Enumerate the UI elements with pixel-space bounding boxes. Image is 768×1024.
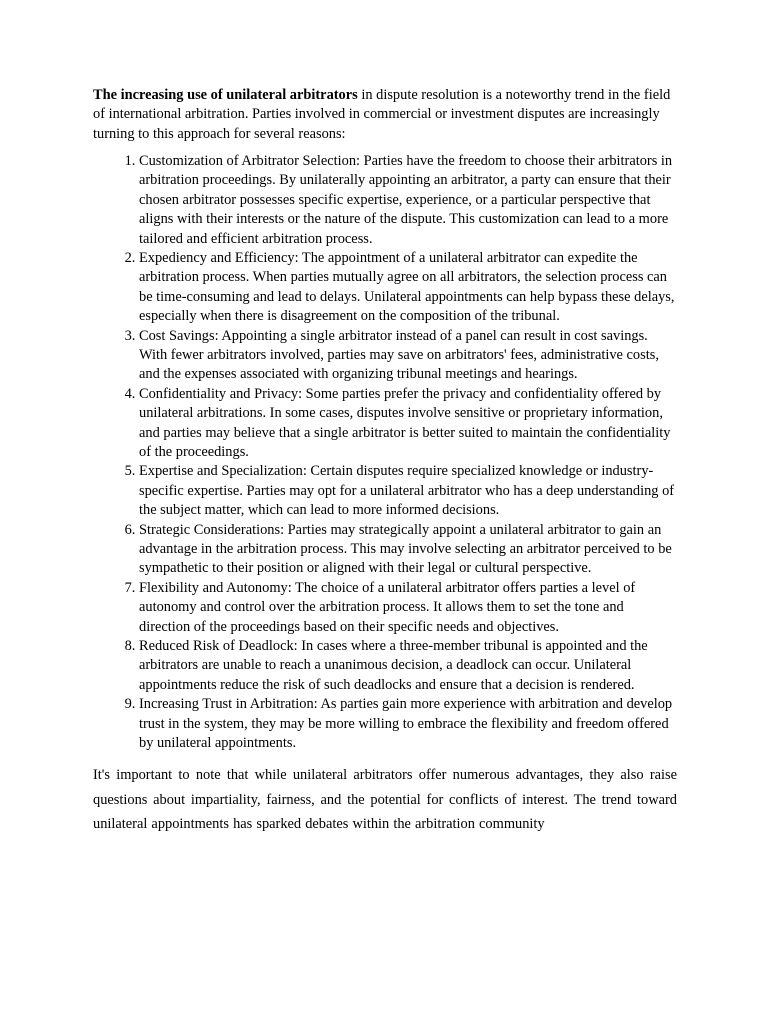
list-item: 4. Confidentiality and Privacy: Some parties prefer the privacy and confidentiality offered by unilateral arbitrations. In some cases, disputes involve sensitive or proprietary information, and parties may believe that a single arbitrator is better suited to maintain the confidentiality of the proceedings.: [139, 385, 677, 463]
list-item: 3. Cost Savings: Appointing a single arbitrator instead of a panel can result in cost savings. With fewer arbitrators involved, parties may save on arbitrators' fees, administrative costs, and the expenses associated with organizing tribunal meetings and hearings.: [139, 327, 677, 385]
list-item: 1. Customization of Arbitrator Selection: Parties have the freedom to choose their arbitrators in arbitration proceedings. By unilaterally appointing an arbitrator, a party can ensure that their chosen arbitrator possesses specific expertise, experience, or a particular perspective that aligns with their interests or the nature of the dispute. This customization can lead to a more tailored and efficient arbitration process.: [139, 152, 677, 249]
list-item: 2. Expediency and Efficiency: The appointment of a unilateral arbitrator can expedite the arbitration process. When parties mutually agree on all arbitrators, the selection process can be time-consuming and lead to delays. Unilateral appointments can help bypass these delays, especially when there is disagreement on the composition of the tribunal.: [139, 249, 677, 327]
intro-text: in dispute resolution is a noteworthy trend in the field of international arbitration. Parties involved in commercial or investment disputes are increasingly turning to this approach for several reasons:: [93, 87, 671, 142]
closing-paragraph: It's important to note that while unilateral arbitrators offer numerous advantages, they also raise questions about impartiality, fairness, and the potential for conflicts of interest. The trend toward unilateral appointments has sparked debates within the arbitration community: [93, 767, 677, 832]
document-body: [93, 86, 677, 836]
list-item: 7. Flexibility and Autonomy: The choice of a unilateral arbitrator offers parties a level of autonomy and control over the arbitration process. It allows them to set the tone and direction of the proceedings based on their specific needs and objectives.: [139, 579, 677, 637]
intro-paragraph: [93, 86, 677, 144]
reasons-list: [93, 152, 677, 754]
list-item: 6. Strategic Considerations: Parties may strategically appoint a unilateral arbitrator to gain an advantage in the arbitration process. This may involve selecting an arbitrator perceived to be sympathetic to their position or aligned with their legal or cultural perspective.: [139, 521, 677, 579]
intro-bold-lead: The increasing use of unilateral arbitrators: [93, 87, 358, 103]
list-item: 8. Reduced Risk of Deadlock: In cases where a three-member tribunal is appointed and the arbitrators are unable to reach a unanimous decision, a deadlock can occur. Unilateral appointments reduce the risk of such deadlocks and ensure that a decision is rendered.: [139, 637, 677, 695]
list-item: 5. Expertise and Specialization: Certain disputes require specialized knowledge or industry-specific expertise. Parties may opt for a unilateral arbitrator who has a deep understanding of the subject matter, which can lead to more informed decisions.: [139, 462, 677, 520]
list-item: 9. Increasing Trust in Arbitration: As parties gain more experience with arbitration and develop trust in the system, they may be more willing to embrace the flexibility and freedom offered by unilateral appointments.: [139, 695, 677, 753]
